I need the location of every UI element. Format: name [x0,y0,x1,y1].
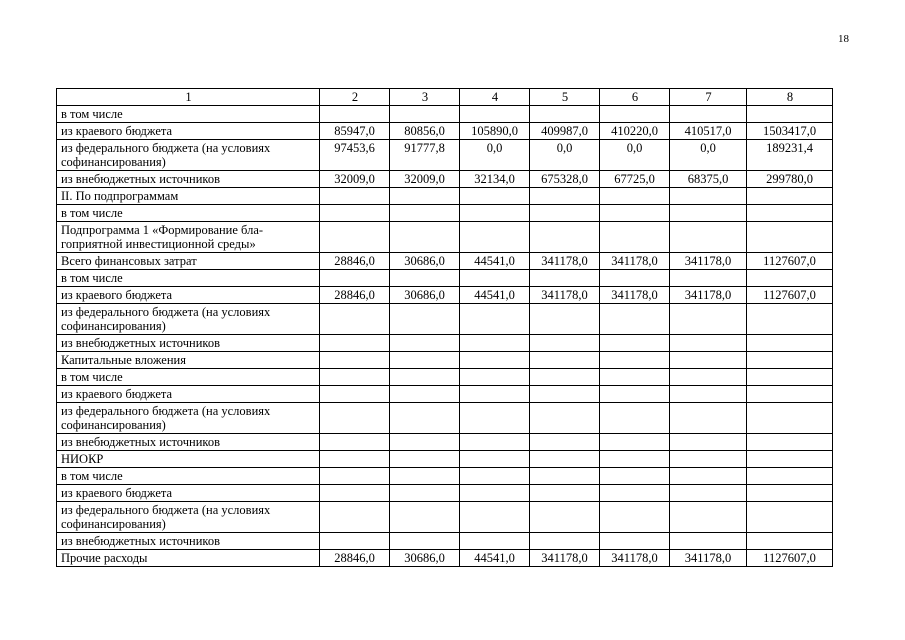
table-row [57,270,833,287]
value-cell [530,502,600,533]
value-cell [530,188,600,205]
value-cell [600,434,670,451]
value-cell: 189231,4 [747,140,833,171]
value-cell [600,205,670,222]
value-cell [530,451,600,468]
row-label: из внебюджетных источников [57,171,320,188]
value-cell [320,188,390,205]
value-cell: 341178,0 [670,287,747,304]
value-cell [747,386,833,403]
value-cell [600,270,670,287]
value-cell [320,386,390,403]
row-label: Капитальные вложения [57,352,320,369]
value-cell: 341178,0 [530,253,600,270]
row-label: из внебюджетных источников [57,335,320,352]
value-cell [530,205,600,222]
table-header-row [57,89,833,106]
table-row [57,369,833,386]
value-cell: 28846,0 [320,550,390,567]
value-cell: 1127607,0 [747,287,833,304]
value-cell [530,485,600,502]
value-cell [600,451,670,468]
value-cell [390,485,460,502]
value-cell [747,451,833,468]
value-cell: 32009,0 [320,171,390,188]
table-row [57,533,833,550]
value-cell [460,205,530,222]
value-cell [600,335,670,352]
value-cell [600,533,670,550]
value-cell [747,533,833,550]
value-cell [460,304,530,335]
value-cell [320,106,390,123]
value-cell [460,369,530,386]
row-label: Всего финансовых затрат [57,253,320,270]
value-cell [600,222,670,253]
value-cell: 1127607,0 [747,550,833,567]
row-label: Подпрограмма 1 «Формирование бла-гоприятной инвестиционной среды» [57,222,320,253]
table-row [57,140,833,171]
value-cell: 32134,0 [460,171,530,188]
column-header-1: 1 [57,89,320,106]
value-cell [320,485,390,502]
value-cell: 97453,6 [320,140,390,171]
value-cell [670,304,747,335]
value-cell [670,222,747,253]
table-row [57,188,833,205]
value-cell [460,270,530,287]
value-cell [670,533,747,550]
value-cell [390,222,460,253]
value-cell [390,270,460,287]
value-cell: 409987,0 [530,123,600,140]
value-cell [390,352,460,369]
value-cell [747,352,833,369]
value-cell: 341178,0 [600,550,670,567]
value-cell [390,502,460,533]
value-cell [747,434,833,451]
value-cell [747,222,833,253]
value-cell [320,403,390,434]
value-cell [530,386,600,403]
value-cell: 410220,0 [600,123,670,140]
value-cell [320,468,390,485]
table-row [57,253,833,270]
value-cell: 1503417,0 [747,123,833,140]
value-cell [390,188,460,205]
value-cell: 341178,0 [600,253,670,270]
value-cell [747,188,833,205]
row-label: из краевого бюджета [57,386,320,403]
value-cell [600,188,670,205]
value-cell [320,205,390,222]
value-cell: 85947,0 [320,123,390,140]
value-cell [530,304,600,335]
value-cell [670,335,747,352]
financing-table [56,88,833,567]
value-cell [530,434,600,451]
table-row [57,171,833,188]
row-label: Прочие расходы [57,550,320,567]
value-cell: 105890,0 [460,123,530,140]
value-cell [530,468,600,485]
table-row [57,205,833,222]
row-label: из федерального бюджета (на условиях софинансирования) [57,304,320,335]
value-cell [390,434,460,451]
value-cell [390,386,460,403]
column-header-8: 8 [747,89,833,106]
value-cell [530,352,600,369]
value-cell [390,533,460,550]
row-label: в том числе [57,106,320,123]
value-cell [530,222,600,253]
column-header-3: 3 [390,89,460,106]
value-cell [320,352,390,369]
value-cell [320,335,390,352]
table-row [57,502,833,533]
value-cell: 68375,0 [670,171,747,188]
value-cell [670,451,747,468]
value-cell [600,369,670,386]
row-label: из краевого бюджета [57,485,320,502]
column-header-6: 6 [600,89,670,106]
value-cell: 30686,0 [390,253,460,270]
value-cell [530,335,600,352]
row-label: в том числе [57,270,320,287]
table-row [57,222,833,253]
value-cell [460,386,530,403]
value-cell [320,369,390,386]
value-cell [530,533,600,550]
value-cell [460,434,530,451]
value-cell: 44541,0 [460,287,530,304]
value-cell [600,386,670,403]
value-cell: 299780,0 [747,171,833,188]
table-row [57,287,833,304]
table-row [57,304,833,335]
table-row [57,386,833,403]
table-row [57,434,833,451]
value-cell [670,270,747,287]
value-cell: 1127607,0 [747,253,833,270]
value-cell [460,468,530,485]
table-row [57,485,833,502]
value-cell [530,270,600,287]
value-cell [460,335,530,352]
value-cell [390,304,460,335]
value-cell [670,386,747,403]
row-label: в том числе [57,205,320,222]
value-cell [747,502,833,533]
value-cell [747,369,833,386]
row-label: в том числе [57,369,320,386]
value-cell [600,468,670,485]
column-header-2: 2 [320,89,390,106]
table-row [57,403,833,434]
value-cell [670,468,747,485]
value-cell [747,270,833,287]
row-label: II. По подпрограммам [57,188,320,205]
value-cell [390,403,460,434]
row-label: НИОКР [57,451,320,468]
value-cell [670,434,747,451]
value-cell [320,451,390,468]
row-label: из внебюджетных источников [57,434,320,451]
value-cell [320,270,390,287]
value-cell [460,403,530,434]
value-cell [460,222,530,253]
value-cell [670,106,747,123]
value-cell [460,352,530,369]
value-cell: 80856,0 [390,123,460,140]
row-label: из федерального бюджета (на условиях софинансирования) [57,502,320,533]
row-label: из федерального бюджета (на условиях софинансирования) [57,403,320,434]
value-cell [670,188,747,205]
value-cell [460,188,530,205]
value-cell [747,304,833,335]
value-cell: 32009,0 [390,171,460,188]
table-row [57,550,833,567]
value-cell [670,403,747,434]
column-header-5: 5 [530,89,600,106]
value-cell [670,352,747,369]
value-cell [747,335,833,352]
column-header-4: 4 [460,89,530,106]
value-cell [460,533,530,550]
value-cell [530,106,600,123]
value-cell [390,106,460,123]
value-cell [600,403,670,434]
value-cell [600,485,670,502]
value-cell: 30686,0 [390,550,460,567]
value-cell [747,106,833,123]
value-cell: 341178,0 [670,550,747,567]
value-cell: 0,0 [600,140,670,171]
table-row [57,451,833,468]
value-cell [390,369,460,386]
value-cell [670,485,747,502]
value-cell [600,304,670,335]
value-cell [670,205,747,222]
value-cell: 341178,0 [600,287,670,304]
value-cell: 0,0 [670,140,747,171]
value-cell [600,352,670,369]
value-cell [320,222,390,253]
value-cell [747,485,833,502]
value-cell [320,533,390,550]
row-label: из краевого бюджета [57,123,320,140]
value-cell [747,468,833,485]
value-cell: 410517,0 [670,123,747,140]
value-cell [320,304,390,335]
table-row [57,352,833,369]
value-cell [390,335,460,352]
value-cell: 28846,0 [320,253,390,270]
value-cell [460,451,530,468]
value-cell [530,369,600,386]
value-cell: 675328,0 [530,171,600,188]
value-cell [747,403,833,434]
value-cell: 341178,0 [670,253,747,270]
value-cell [320,434,390,451]
value-cell [460,485,530,502]
table-row [57,468,833,485]
value-cell: 91777,8 [390,140,460,171]
value-cell [600,502,670,533]
value-cell: 341178,0 [530,287,600,304]
row-label: в том числе [57,468,320,485]
value-cell: 44541,0 [460,253,530,270]
value-cell [390,205,460,222]
value-cell [670,369,747,386]
value-cell [460,502,530,533]
value-cell [390,468,460,485]
value-cell: 30686,0 [390,287,460,304]
value-cell [530,403,600,434]
column-header-7: 7 [670,89,747,106]
page-number: 18 [838,33,849,45]
value-cell [670,502,747,533]
value-cell [390,451,460,468]
value-cell: 67725,0 [600,171,670,188]
value-cell [320,502,390,533]
value-cell: 28846,0 [320,287,390,304]
value-cell: 44541,0 [460,550,530,567]
value-cell [460,106,530,123]
table-row [57,106,833,123]
value-cell: 0,0 [460,140,530,171]
row-label: из внебюджетных источников [57,533,320,550]
row-label: из федерального бюджета (на условиях софинансирования) [57,140,320,171]
table-row [57,123,833,140]
row-label: из краевого бюджета [57,287,320,304]
value-cell: 0,0 [530,140,600,171]
table-row [57,335,833,352]
value-cell [600,106,670,123]
value-cell: 341178,0 [530,550,600,567]
value-cell [747,205,833,222]
